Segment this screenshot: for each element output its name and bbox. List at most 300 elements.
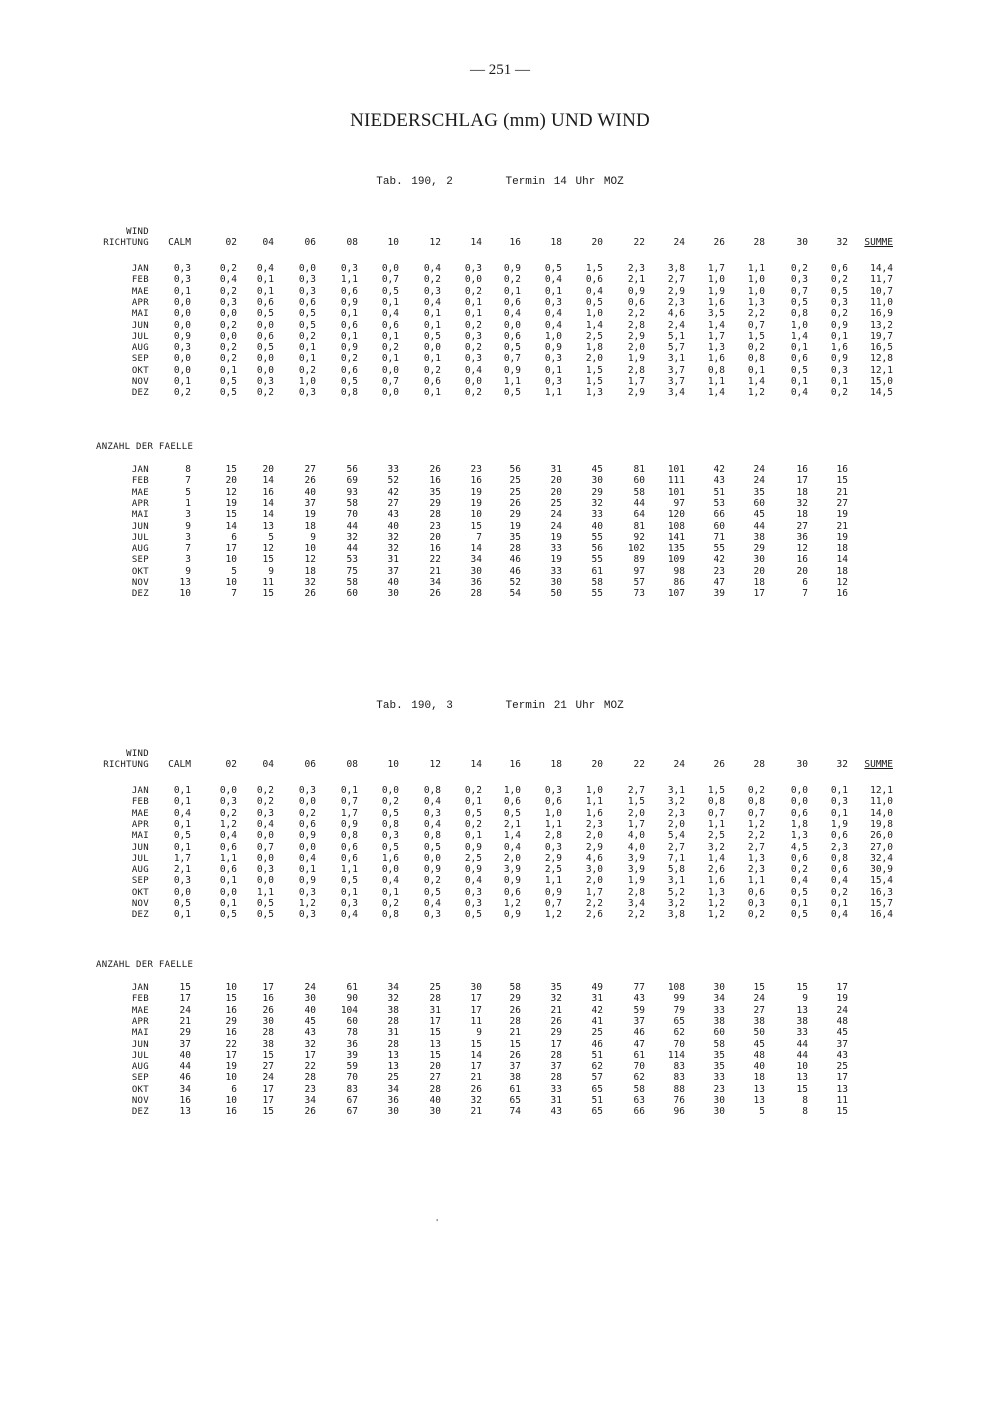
- precip-cell: 2,3: [627, 263, 645, 274]
- precip-cell: 0,5: [503, 342, 521, 354]
- count-cell: 36: [470, 577, 482, 588]
- precip-cell: 0,2: [790, 263, 808, 274]
- precip-cell: 1,8: [790, 818, 808, 830]
- precip-cell: 0,3: [747, 898, 765, 909]
- precip-cell: 0,9: [464, 864, 482, 876]
- count-cell: 14: [262, 497, 274, 509]
- count-cell: 26: [262, 1004, 274, 1016]
- precip-cell: 0,3: [830, 296, 848, 308]
- column-header: 14: [470, 759, 482, 770]
- count-cell: 18: [836, 565, 848, 577]
- count-cell: 8: [185, 464, 191, 475]
- count-cell: 120: [667, 509, 685, 521]
- precip-cell: 0,1: [464, 830, 482, 842]
- count-cell: 58: [346, 577, 358, 588]
- column-header: 32: [836, 759, 848, 770]
- precip-cell: 2,0: [585, 875, 603, 887]
- precip-cell: 1,2: [219, 818, 237, 830]
- precip-cell: 0,7: [381, 376, 399, 387]
- count-cell: 15: [179, 982, 191, 993]
- precip-cell: 32,4: [870, 852, 893, 864]
- count-cell: 17: [796, 475, 808, 487]
- count-cell: 109: [667, 554, 685, 566]
- precip-cell: 1,9: [627, 353, 645, 365]
- precip-cell: 0,0: [381, 263, 399, 274]
- precip-cell: 0,0: [298, 841, 316, 853]
- precip-cell: 0,2: [503, 274, 521, 286]
- precip-cell: 0,0: [381, 387, 399, 399]
- count-cell: 56: [509, 464, 521, 475]
- precip-cell: 2,5: [585, 330, 603, 342]
- precip-cell: 30,9: [870, 864, 893, 876]
- count-cell: 7: [231, 588, 237, 600]
- precip-cell: 0,6: [544, 796, 562, 808]
- count-cell: 53: [346, 554, 358, 566]
- count-cell: 51: [713, 486, 725, 498]
- precip-cell: 0,6: [790, 353, 808, 365]
- count-cell: 36: [346, 1038, 358, 1050]
- count-cell: 21: [836, 520, 848, 532]
- precip-cell: 3,8: [667, 263, 685, 274]
- precip-cell: 0,0: [298, 796, 316, 808]
- precip-cell: 0,5: [173, 830, 191, 842]
- count-cell: 3: [185, 531, 191, 543]
- count-cell: 62: [633, 1072, 645, 1084]
- precip-cell: 0,1: [464, 796, 482, 808]
- count-cell: 98: [673, 565, 685, 577]
- count-cell: 15: [225, 993, 237, 1005]
- count-cell: 18: [753, 577, 765, 588]
- precip-cell: 0,5: [219, 909, 237, 921]
- count-cell: 30: [713, 982, 725, 993]
- count-cell: 29: [429, 497, 441, 509]
- precip-cell: 0,3: [544, 353, 562, 365]
- count-cell: 15: [262, 1106, 274, 1118]
- count-cell: 17: [304, 1049, 316, 1061]
- count-cell: 10: [470, 509, 482, 521]
- count-cell: 32: [387, 543, 399, 555]
- count-cell: 42: [713, 554, 725, 566]
- count-cell: 83: [673, 1061, 685, 1073]
- count-cell: 17: [225, 1049, 237, 1061]
- precip-cell: 0,2: [830, 387, 848, 399]
- count-cell: 58: [591, 577, 603, 588]
- precip-cell: 0,2: [423, 875, 441, 887]
- count-cell: 17: [262, 1083, 274, 1095]
- month-label: OKT: [131, 566, 149, 577]
- count-cell: 38: [796, 1015, 808, 1027]
- precip-cell: 1,6: [830, 342, 848, 354]
- precip-cell: 0,5: [585, 296, 603, 308]
- month-label: MAE: [131, 808, 149, 819]
- count-cell: 42: [591, 1004, 603, 1016]
- precip-cell: 0,9: [544, 342, 562, 354]
- precip-cell: 0,9: [830, 319, 848, 331]
- precip-cell: 1,0: [790, 319, 808, 331]
- precip-cell: 4,5: [790, 841, 808, 853]
- count-cell: 20: [753, 565, 765, 577]
- count-cell: 21: [470, 1072, 482, 1084]
- count-cell: 7: [476, 531, 482, 543]
- precip-cell: 0,6: [585, 274, 603, 286]
- precip-cell: 3,5: [707, 308, 725, 320]
- precip-cell: 0,9: [503, 263, 521, 274]
- precip-cell: 1,1: [544, 818, 562, 830]
- count-cell: 15: [796, 982, 808, 993]
- precip-cell: 0,2: [219, 263, 237, 274]
- precip-cell: 0,4: [173, 807, 191, 819]
- count-cell: 37: [836, 1038, 848, 1050]
- count-cell: 38: [753, 531, 765, 543]
- precip-cell: 0,2: [464, 785, 482, 796]
- precip-cell: 5,8: [667, 864, 685, 876]
- precip-cell: 0,8: [707, 364, 725, 376]
- precip-cell: 3,4: [667, 387, 685, 399]
- precip-cell: 0,1: [256, 274, 274, 286]
- count-cell: 7: [185, 543, 191, 555]
- precip-cell: 0,4: [381, 308, 399, 320]
- precip-cell: 0,3: [381, 830, 399, 842]
- precip-cell: 3,9: [503, 864, 521, 876]
- month-label: JUN: [131, 521, 149, 532]
- count-cell: 13: [753, 1083, 765, 1095]
- count-cell: 11: [262, 577, 274, 588]
- count-cell: 7: [802, 588, 808, 600]
- precip-cell: 1,1: [544, 875, 562, 887]
- count-cell: 27: [836, 497, 848, 509]
- count-cell: 69: [346, 475, 358, 487]
- count-cell: 43: [387, 509, 399, 521]
- count-cell: 32: [346, 531, 358, 543]
- count-cell: 70: [673, 1038, 685, 1050]
- precip-cell: 0,2: [219, 353, 237, 365]
- column-header: 10: [387, 759, 399, 770]
- precip-cell: 2,2: [627, 909, 645, 921]
- precip-cell: 0,3: [173, 342, 191, 354]
- count-cell: 30: [713, 1106, 725, 1118]
- count-cell: 38: [713, 1015, 725, 1027]
- precip-cell: 2,3: [585, 818, 603, 830]
- count-cell: 29: [179, 1027, 191, 1039]
- precip-cell: 0,5: [423, 886, 441, 898]
- precip-cell: 2,8: [544, 830, 562, 842]
- count-cell: 28: [550, 1072, 562, 1084]
- count-cell: 35: [550, 982, 562, 993]
- precip-cell: 14,0: [870, 807, 893, 819]
- precip-cell: 1,3: [707, 886, 725, 898]
- count-cell: 43: [304, 1027, 316, 1039]
- table-number: Tab. 190, 2: [376, 176, 453, 188]
- count-cell: 40: [387, 577, 399, 588]
- count-cell: 57: [633, 577, 645, 588]
- month-label: OKT: [131, 1084, 149, 1095]
- count-cell: 26: [509, 497, 521, 509]
- count-cell: 107: [667, 588, 685, 600]
- count-cell: 54: [509, 588, 521, 600]
- table-number: Tab. 190, 3: [376, 700, 453, 712]
- precip-cell: 1,5: [585, 263, 603, 274]
- count-cell: 16: [262, 486, 274, 498]
- count-cell: 16: [225, 1027, 237, 1039]
- count-cell: 22: [429, 554, 441, 566]
- count-cell: 33: [387, 464, 399, 475]
- count-cell: 101: [667, 464, 685, 475]
- precip-cell: 1,1: [544, 387, 562, 399]
- count-cell: 13: [836, 1083, 848, 1095]
- precip-cell: 2,0: [585, 353, 603, 365]
- count-cell: 60: [346, 1015, 358, 1027]
- column-header: 22: [633, 759, 645, 770]
- precip-cell: 0,9: [340, 296, 358, 308]
- column-header: 06: [304, 759, 316, 770]
- count-cell: 52: [509, 577, 521, 588]
- precip-cell: 0,1: [830, 785, 848, 796]
- precip-cell: 26,0: [870, 830, 893, 842]
- precip-cell: 1,2: [747, 387, 765, 399]
- count-cell: 23: [304, 1083, 316, 1095]
- precip-cell: 0,0: [790, 796, 808, 808]
- precip-cell: 2,6: [585, 909, 603, 921]
- column-header: 02: [225, 759, 237, 770]
- precip-cell: 2,8: [627, 364, 645, 376]
- precip-cell: 2,1: [627, 274, 645, 286]
- precip-cell: 0,6: [256, 330, 274, 342]
- precip-cell: 0,0: [173, 319, 191, 331]
- count-cell: 50: [550, 588, 562, 600]
- precip-cell: 2,9: [627, 387, 645, 399]
- precip-cell: 0,4: [544, 274, 562, 286]
- precip-cell: 0,0: [464, 376, 482, 387]
- precip-cell: 2,9: [667, 285, 685, 297]
- count-cell: 24: [179, 1004, 191, 1016]
- precip-cell: 0,1: [423, 353, 441, 365]
- count-cell: 28: [509, 543, 521, 555]
- count-cell: 34: [429, 577, 441, 588]
- precip-cell: 1,3: [747, 852, 765, 864]
- precip-cell: 0,8: [381, 818, 399, 830]
- count-cell: 74: [509, 1106, 521, 1118]
- count-cell: 41: [591, 1015, 603, 1027]
- precip-cell: 4,6: [667, 308, 685, 320]
- precip-cell: 0,9: [544, 886, 562, 898]
- count-cell: 30: [262, 1015, 274, 1027]
- month-label: MAE: [131, 286, 149, 297]
- precip-cell: 1,1: [747, 263, 765, 274]
- precip-cell: 11,0: [870, 796, 893, 808]
- count-cell: 13: [262, 520, 274, 532]
- precip-cell: 0,0: [219, 785, 237, 796]
- precip-cell: 0,4: [503, 841, 521, 853]
- precip-cell: 1,0: [544, 807, 562, 819]
- precip-cell: 0,2: [747, 342, 765, 354]
- count-cell: 14: [262, 475, 274, 487]
- precip-cell: 3,4: [627, 898, 645, 909]
- precip-cell: 0,6: [830, 263, 848, 274]
- precip-cell: 0,6: [790, 852, 808, 864]
- precip-cell: 0,1: [298, 342, 316, 354]
- precip-cell: 1,0: [747, 285, 765, 297]
- count-cell: 7: [185, 475, 191, 487]
- count-cell: 25: [429, 982, 441, 993]
- count-cell: 90: [346, 993, 358, 1005]
- column-header: 20: [591, 759, 603, 770]
- count-cell: 59: [633, 1004, 645, 1016]
- precip-cell: 0,2: [464, 319, 482, 331]
- count-cell: 77: [633, 982, 645, 993]
- precip-cell: 0,5: [790, 909, 808, 921]
- precip-cell: 2,9: [544, 852, 562, 864]
- precip-cell: 0,5: [423, 330, 441, 342]
- count-cell: 40: [304, 486, 316, 498]
- precip-cell: 0,4: [381, 875, 399, 887]
- count-cell: 26: [304, 475, 316, 487]
- precip-cell: 10,7: [870, 285, 893, 297]
- count-cell: 20: [262, 464, 274, 475]
- count-cell: 42: [387, 486, 399, 498]
- precip-cell: 5,7: [667, 342, 685, 354]
- precip-cell: 0,5: [544, 263, 562, 274]
- precip-cell: 0,0: [219, 886, 237, 898]
- month-label: APR: [131, 297, 149, 308]
- precip-cell: 0,2: [790, 864, 808, 876]
- count-cell: 46: [591, 1038, 603, 1050]
- count-cell: 44: [796, 1049, 808, 1061]
- precip-cell: 0,5: [173, 898, 191, 909]
- count-cell: 108: [667, 520, 685, 532]
- richtung-label: RICHTUNG: [103, 238, 149, 248]
- precip-cell: 3,0: [585, 864, 603, 876]
- count-cell: 20: [429, 1061, 441, 1073]
- count-cell: 33: [550, 543, 562, 555]
- month-label: SEP: [131, 354, 149, 365]
- precip-cell: 0,3: [219, 296, 237, 308]
- precip-cell: 15,4: [870, 875, 893, 887]
- count-cell: 15: [262, 554, 274, 566]
- count-cell: 6: [231, 531, 237, 543]
- count-cell: 76: [673, 1095, 685, 1106]
- count-cell: 5: [185, 486, 191, 498]
- precip-cell: 2,9: [627, 330, 645, 342]
- precip-cell: 0,0: [256, 852, 274, 864]
- count-cell: 70: [633, 1061, 645, 1073]
- count-cell: 83: [346, 1083, 358, 1095]
- precip-cell: 0,1: [830, 807, 848, 819]
- column-header: 28: [753, 237, 765, 248]
- count-cell: 104: [340, 1004, 358, 1016]
- count-cell: 88: [673, 1083, 685, 1095]
- count-cell: 34: [713, 993, 725, 1005]
- count-cell: 15: [836, 475, 848, 487]
- precip-cell: 0,2: [256, 785, 274, 796]
- precip-cell: 0,4: [830, 909, 848, 921]
- precip-cell: 13,2: [870, 319, 893, 331]
- count-cell: 30: [470, 982, 482, 993]
- count-cell: 37: [387, 565, 399, 577]
- column-header: 30: [796, 759, 808, 770]
- precip-cell: 0,8: [423, 785, 441, 796]
- column-header: 14: [470, 237, 482, 248]
- precip-cell: 0,2: [219, 285, 237, 297]
- count-cell: 44: [346, 520, 358, 532]
- count-cell: 43: [633, 993, 645, 1005]
- count-cell: 38: [509, 1072, 521, 1084]
- count-cell: 78: [346, 1027, 358, 1039]
- count-cell: 19: [225, 1061, 237, 1073]
- precip-cell: 0,2: [381, 342, 399, 354]
- precip-cell: 0,2: [464, 285, 482, 297]
- count-cell: 24: [262, 1072, 274, 1084]
- precip-cell: 0,2: [423, 364, 441, 376]
- count-cell: 10: [225, 1095, 237, 1106]
- count-cell: 13: [753, 1095, 765, 1106]
- count-cell: 43: [836, 1049, 848, 1061]
- count-cell: 31: [429, 1004, 441, 1016]
- count-cell: 15: [470, 1038, 482, 1050]
- column-header: 06: [304, 237, 316, 248]
- precip-cell: 0,7: [256, 841, 274, 853]
- precip-cell: 0,5: [464, 807, 482, 819]
- count-cell: 32: [796, 497, 808, 509]
- count-cell: 16: [796, 464, 808, 475]
- count-cell: 16: [836, 464, 848, 475]
- precip-cell: 0,2: [219, 342, 237, 354]
- precip-cell: 2,2: [585, 898, 603, 909]
- precip-cell: 0,4: [219, 274, 237, 286]
- column-header: SUMME: [864, 237, 893, 248]
- count-cell: 81: [633, 464, 645, 475]
- count-cell: 102: [627, 543, 645, 555]
- precip-cell: 1,1: [707, 376, 725, 387]
- page-number: — 251 —: [470, 62, 530, 78]
- count-cell: 40: [753, 1061, 765, 1073]
- precip-cell: 0,4: [298, 852, 316, 864]
- precip-cell: 1,1: [340, 274, 358, 286]
- month-label: NOV: [131, 1096, 149, 1106]
- count-cell: 58: [346, 497, 358, 509]
- precip-cell: 4,0: [627, 830, 645, 842]
- count-cell: 26: [304, 1106, 316, 1118]
- count-cell: 38: [262, 1038, 274, 1050]
- count-cell: 19: [550, 531, 562, 543]
- count-cell: 10: [225, 554, 237, 566]
- count-cell: 17: [470, 1004, 482, 1016]
- count-cell: 33: [713, 1004, 725, 1016]
- table-caption-2: [0, 700, 1000, 712]
- count-cell: 9: [476, 1027, 482, 1039]
- precip-cell: 0,5: [830, 285, 848, 297]
- precip-cell: 1,2: [544, 909, 562, 921]
- precip-cell: 0,3: [830, 364, 848, 376]
- count-cell: 70: [346, 1072, 358, 1084]
- precip-cell: 1,1: [219, 852, 237, 864]
- count-cell: 13: [796, 1072, 808, 1084]
- precip-cell: 0,4: [423, 796, 441, 808]
- count-cell: 29: [509, 509, 521, 521]
- precip-cell: 0,1: [544, 285, 562, 297]
- count-cell: 60: [346, 588, 358, 600]
- precip-cell: 0,7: [747, 807, 765, 819]
- precip-cell: 3,2: [667, 796, 685, 808]
- count-cell: 9: [310, 531, 316, 543]
- count-cell: 93: [346, 486, 358, 498]
- count-cell: 65: [673, 1015, 685, 1027]
- precip-cell: 0,1: [381, 886, 399, 898]
- precip-cell: 0,0: [219, 330, 237, 342]
- column-header: 32: [836, 237, 848, 248]
- precip-cell: 0,2: [256, 796, 274, 808]
- count-cell: 31: [387, 554, 399, 566]
- count-cell: 62: [673, 1027, 685, 1039]
